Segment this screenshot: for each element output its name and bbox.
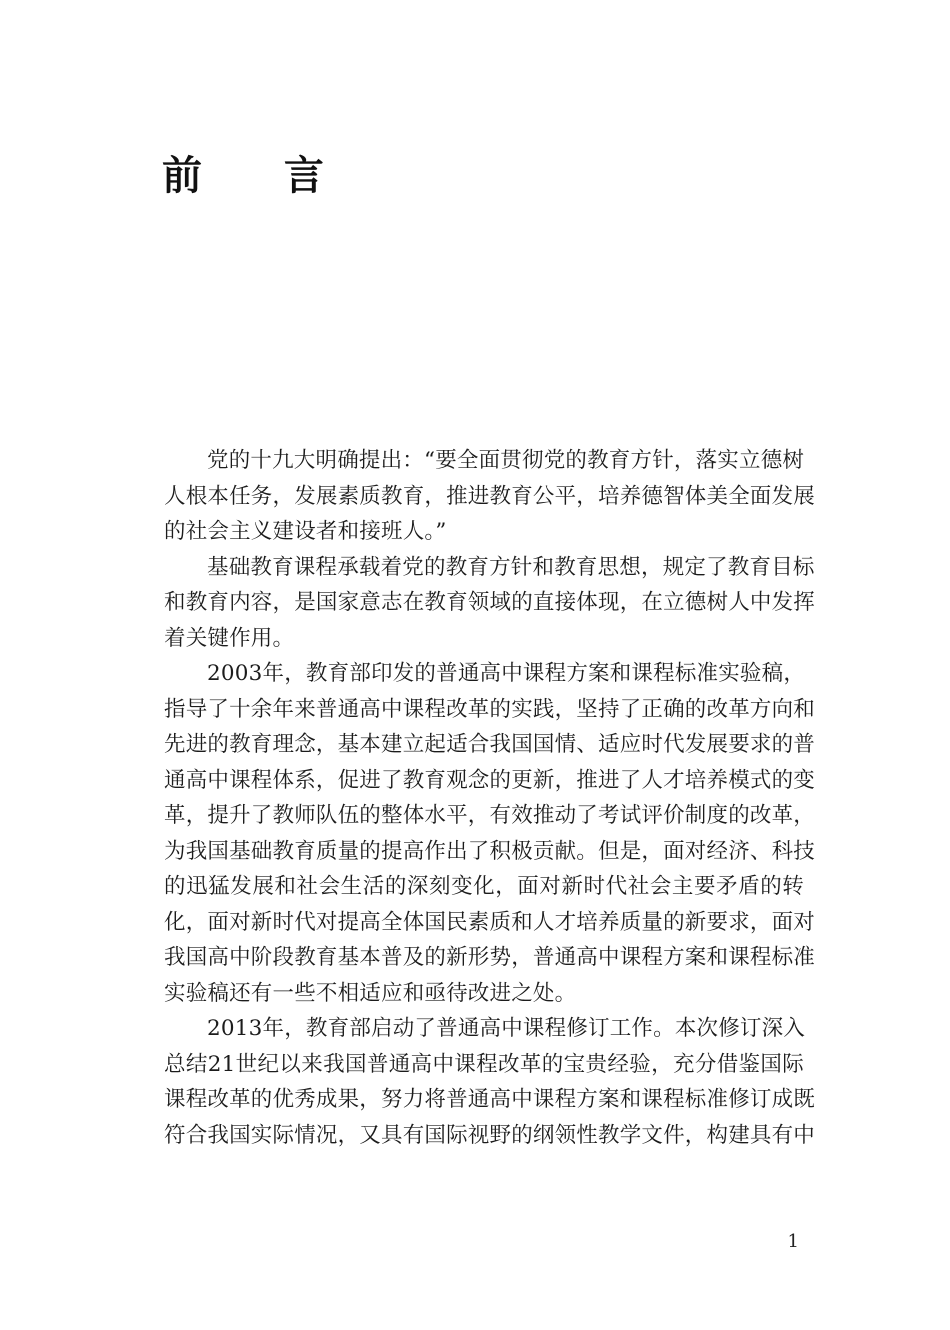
- page-title: 前 言: [162, 153, 358, 199]
- text-line: 我国高中阶段教育基本普及的新形势，普通高中课程方案和课程标准: [164, 945, 816, 970]
- text-line: 和教育内容，是国家意志在教育领域的直接体现，在立德树人中发挥: [164, 590, 816, 615]
- paragraph-4: [164, 1011, 816, 1153]
- text-line: 为我国基础教育质量的提高作出了积极贡献。但是，面对经济、科技: [164, 838, 816, 864]
- text-line: 指导了十余年来普通高中课程改革的实践，坚持了正确的改革方向和: [164, 696, 816, 722]
- text-line: 符合我国实际情况，又具有国际视野的纲领性教学文件，构建具有中: [164, 1122, 816, 1148]
- text-line: 化，面对新时代对提高全体国民素质和人才培养质量的新要求，面对: [164, 909, 816, 935]
- text-line: 课程改革的优秀成果，努力将普通高中课程方案和课程标准修订成既: [164, 1087, 816, 1112]
- text-line: 先进的教育理念，基本建立起适合我国国情、适应时代发展要求的普: [164, 732, 816, 757]
- text-line: 的迅猛发展和社会生活的深刻变化，面对新时代社会主要矛盾的转: [164, 874, 804, 899]
- text-line: 2013年，教育部启动了普通高中课程修订工作。本次修订深入: [207, 1016, 806, 1041]
- page-number: 1: [787, 1231, 799, 1252]
- text-line: 着关键作用。: [164, 625, 295, 651]
- paragraph-1: [164, 443, 816, 550]
- document-body: [164, 443, 816, 1153]
- paragraph-2: [164, 550, 816, 657]
- text-line: 革，提升了教师队伍的整体水平，有效推动了考试评价制度的改革，: [164, 803, 816, 828]
- text-line: 的社会主义建设者和接班人。”: [164, 519, 447, 544]
- text-line: 基础教育课程承载着党的教育方针和教育思想，规定了教育目标: [207, 554, 815, 580]
- text-line: 实验稿还有一些不相适应和亟待改进之处。: [164, 980, 577, 1006]
- paragraph-3: [164, 656, 816, 1011]
- text-line: 党的十九大明确提出：“要全面贯彻党的教育方针，落实立德树: [207, 448, 805, 473]
- text-line: 总结21世纪以来我国普通高中课程改革的宝贵经验，充分借鉴国际: [164, 1051, 804, 1077]
- text-line: 人根本任务，发展素质教育，推进教育公平，培养德智体美全面发展: [164, 483, 816, 509]
- text-line: 2003年，教育部印发的普通高中课程方案和课程标准实验稿，: [207, 661, 806, 686]
- text-line: 通高中课程体系，促进了教育观念的更新，推进了人才培养模式的变: [164, 767, 816, 793]
